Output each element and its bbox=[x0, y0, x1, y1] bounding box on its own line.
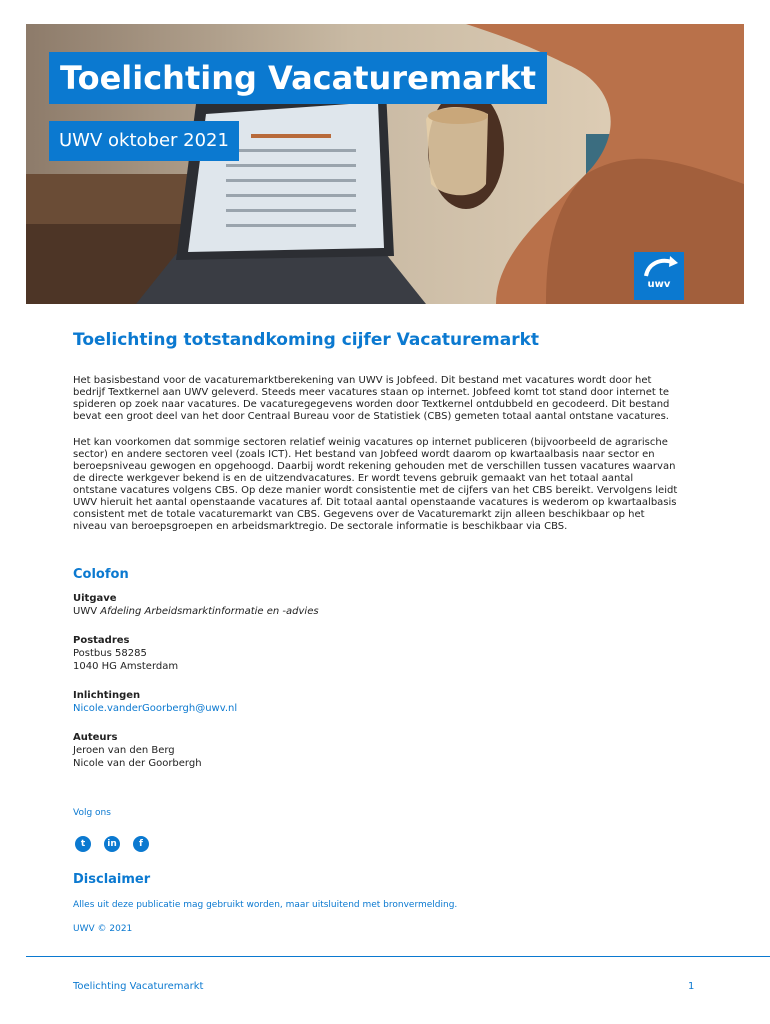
disclaimer-text: Alles uit deze publicatie mag gebruikt worden, maar uitsluitend met bronvermelding. bbox=[73, 900, 458, 910]
document-title: Toelichting Vacaturemarkt bbox=[49, 52, 547, 104]
auteurs-label: Auteurs bbox=[73, 732, 118, 743]
colofon-auteurs bbox=[73, 731, 202, 770]
auteur-2: Nicole van der Goorbergh bbox=[73, 758, 202, 769]
uitgave-value bbox=[73, 605, 319, 618]
inlichtingen-label: Inlichtingen bbox=[73, 690, 141, 701]
uwv-logo bbox=[634, 252, 684, 300]
paragraph-line: beroepsniveau gewogen en opgehoogd. Daarbij wordt rekening gehouden met de verschillen tussen vacatures waarvan bbox=[73, 461, 676, 472]
paragraph-2 bbox=[73, 437, 703, 533]
paragraph-line: sector) en andere sectoren veel (zoals ICT). Het bestand van Jobfeed wordt daarom op kwartaalbasis naar sector en bbox=[73, 449, 655, 460]
paragraph-line: Het basisbestand voor de vacaturemarktberekening van UWV is Jobfeed. Dit bestand met vacatures wordt door het bbox=[73, 375, 652, 386]
paragraph-1 bbox=[73, 375, 703, 423]
paragraph-line: de directe werkgever bekend is en de uitzendvacatures. Er wordt tevens gebruik gemaakt van het totaal aantal bbox=[73, 473, 634, 484]
contact-email-link[interactable]: Nicole.vanderGoorbergh@uwv.nl bbox=[73, 703, 238, 714]
uitgave-prefix: UWV bbox=[73, 606, 101, 617]
linkedin-icon[interactable]: in bbox=[104, 836, 120, 852]
twitter-icon[interactable]: t bbox=[75, 836, 91, 852]
colofon-inlichtingen bbox=[73, 689, 237, 715]
paragraph-line: bevat een groot deel van het door Centraal Bureau voor de Statistiek (CBS) gemeten totaal aantal ontstane vacatures. bbox=[73, 411, 669, 422]
postadres-line-2: 1040 HG Amsterdam bbox=[73, 661, 179, 672]
paragraph-line: bedrijf Textkernel aan UWV geleverd. Steeds meer vacatures staan op internet. Jobfeed komt tot stand door internet te bbox=[73, 387, 670, 398]
postadres-line-1: Postbus 58285 bbox=[73, 648, 147, 659]
footer-divider bbox=[26, 956, 770, 957]
colofon-postadres bbox=[73, 634, 178, 673]
section-title: Toelichting totstandkoming cijfer Vacaturemarkt bbox=[73, 330, 540, 350]
paragraph-line: consistent met de totale vacaturemarkt van CBS. Gegevens over de Vacaturemarkt zijn alleen beschikbaar op het bbox=[73, 509, 645, 520]
colofon-uitgave bbox=[73, 592, 319, 618]
uitgave-department: Afdeling Arbeidsmarktinformatie en -advies bbox=[100, 606, 319, 617]
paragraph-line: Het kan voorkomen dat sommige sectoren relatief weinig vacatures op internet publiceren (bijvoorbeeld de agrarische bbox=[73, 437, 668, 448]
auteur-1: Jeroen van den Berg bbox=[73, 745, 175, 756]
paragraph-line: spideren op zoek naar vacatures. De vacaturegegevens worden door Textkernel ontdubbeld en gecodeerd. Dit bestand bbox=[73, 399, 670, 410]
page-number: 1 bbox=[688, 981, 695, 992]
paragraph-line: ontstane vacatures volgens CBS. Op deze manier wordt consistentie met de cijfers van het CBS bereikt. Vervolgens leidt bbox=[73, 485, 678, 496]
uitgave-label: Uitgave bbox=[73, 593, 117, 604]
disclaimer-title: Disclaimer bbox=[73, 872, 151, 887]
paragraph-line: niveau van beroepsgroepen en arbeidsmarktregio. De sectorale informatie is beschikbaar via CBS. bbox=[73, 521, 568, 532]
facebook-icon[interactable]: f bbox=[133, 836, 149, 852]
footer-title: Toelichting Vacaturemarkt bbox=[73, 981, 204, 992]
postadres-label: Postadres bbox=[73, 635, 130, 646]
copyright: UWV © 2021 bbox=[73, 924, 133, 934]
uwv-swoosh-icon bbox=[634, 252, 684, 282]
cover-photo bbox=[26, 24, 744, 304]
colofon-title: Colofon bbox=[73, 567, 129, 582]
document-subtitle: UWV oktober 2021 bbox=[49, 121, 239, 161]
paragraph-line: UWV hieruit het aantal openstaande vacatures af. Dit totaal aantal openstaande vacatures is wederom op kwartaalbasis bbox=[73, 497, 677, 508]
follow-us-label: Volg ons bbox=[73, 808, 111, 818]
uwv-logo-text: uwv bbox=[647, 279, 671, 290]
